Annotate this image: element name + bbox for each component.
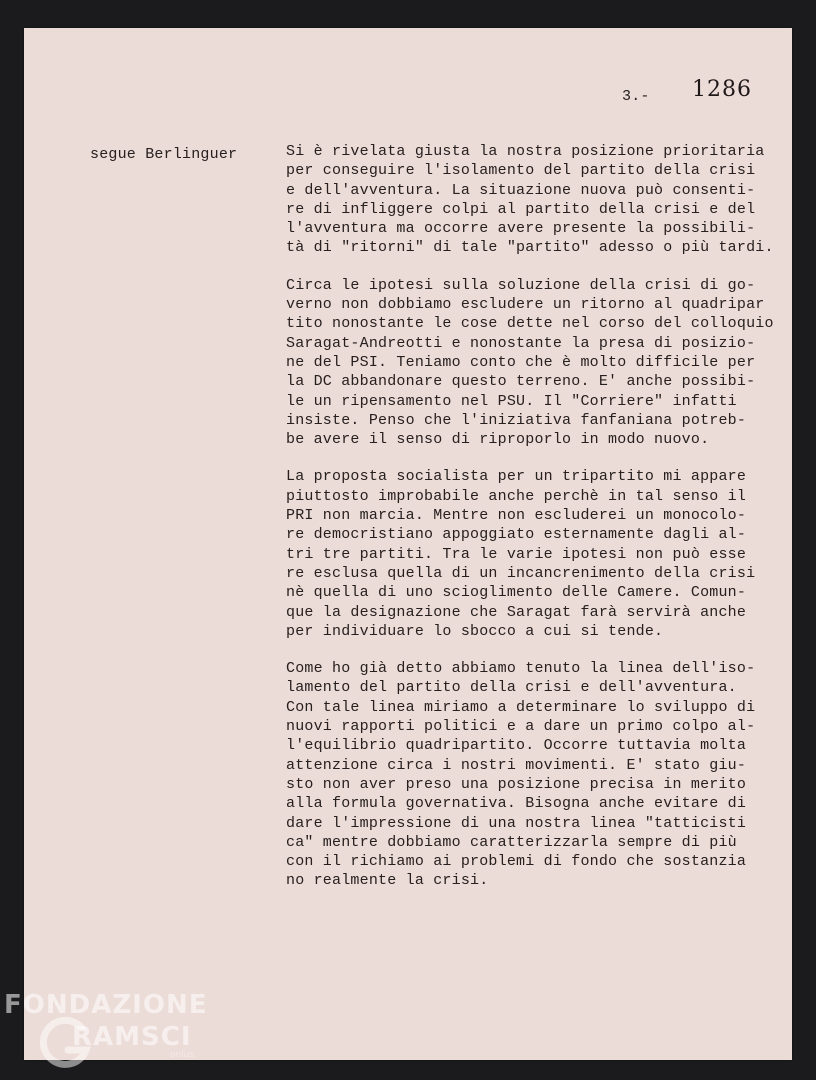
- text-line: attenzione circa i nostri movimenti. E' stato giu-: [286, 756, 747, 774]
- document-body: [286, 142, 786, 909]
- watermark-onlus: onlus: [170, 1050, 195, 1060]
- watermark-line1: FONDAZIONE: [4, 990, 208, 1020]
- paragraph: [286, 659, 786, 891]
- text-line: Circa le ipotesi sulla soluzione della crisi di go-: [286, 276, 756, 294]
- typewritten-page: [24, 28, 792, 1060]
- text-line: La proposta socialista per un tripartito mi appare: [286, 468, 747, 486]
- text-line: tri tre partiti. Tra le varie ipotesi non può esse: [286, 545, 747, 563]
- text-line: piuttosto improbabile anche perchè in tal senso il: [286, 487, 747, 505]
- text-line: que la designazione che Saragat farà servirà anche: [286, 603, 747, 621]
- watermark-line2: RAMSCI: [72, 1022, 192, 1052]
- text-line: le un ripensamento nel PSU. Il "Corriere" infatti: [286, 392, 737, 410]
- text-line: l'equilibrio quadripartito. Occorre tuttavia molta: [286, 737, 747, 755]
- paragraph: [286, 276, 786, 450]
- text-line: be avere il senso di riproporlo in modo nuovo.: [286, 431, 710, 449]
- archive-number: 1286: [692, 77, 752, 102]
- text-line: tà di "ritorni" di tale "partito" adesso o più tardi.: [286, 239, 774, 257]
- text-line: PRI non marcia. Mentre non escluderei un monocolo-: [286, 507, 747, 525]
- text-line: re di infliggere colpi al partito della crisi e del: [286, 200, 756, 218]
- text-line: per conseguire l'isolamento del partito della crisi: [286, 162, 756, 180]
- text-line: per individuare lo sbocco a cui si tende.: [286, 622, 664, 640]
- fondazione-gramsci-watermark: [4, 988, 224, 1074]
- text-line: Si è rivelata giusta la nostra posizione prioritaria: [286, 143, 765, 160]
- page-number: 3.-: [622, 88, 650, 105]
- text-line: Come ho già detto abbiamo tenuto la linea dell'iso-: [286, 660, 756, 678]
- text-line: la DC abbandonare questo terreno. E' anche possibi-: [286, 373, 756, 391]
- text-line: sto non aver preso una posizione precisa in merito: [286, 775, 747, 793]
- paragraph: [286, 467, 786, 641]
- text-line: re democristiano appoggiato esternamente dagli al-: [286, 526, 747, 544]
- speaker-label: segue Berlinguer: [90, 146, 238, 163]
- text-line: e dell'avventura. La situazione nuova può consenti-: [286, 181, 756, 199]
- text-line: ca" mentre dobbiamo caratterizzarla sempre di più: [286, 833, 737, 851]
- text-line: ne del PSI. Teniamo conto che è molto difficile per: [286, 353, 756, 371]
- text-line: insiste. Penso che l'iniziativa fanfaniana potreb-: [286, 411, 747, 429]
- text-line: alla formula governativa. Bisogna anche evitare di: [286, 795, 747, 813]
- text-line: tito nonostante le cose dette nel corso del colloquio: [286, 315, 774, 333]
- text-line: re esclusa quella di un incancrenimento della crisi: [286, 564, 756, 582]
- text-line: con il richiamo ai problemi di fondo che sostanzia: [286, 853, 747, 871]
- text-line: nuovi rapporti politici e a dare un primo colpo al-: [286, 718, 756, 736]
- text-line: Saragat-Andreotti e nonostante la presa di posizio-: [286, 334, 756, 352]
- text-line: no realmente la crisi.: [286, 872, 489, 890]
- text-line: dare l'impressione di una nostra linea "tatticisti: [286, 814, 747, 832]
- text-line: lamento del partito della crisi e dell'avventura.: [286, 679, 737, 697]
- text-line: Con tale linea miriamo a determinare lo sviluppo di: [286, 698, 756, 716]
- text-line: verno non dobbiamo escludere un ritorno al quadripar: [286, 296, 765, 314]
- paragraph: [286, 142, 786, 258]
- text-line: nè quella di uno scioglimento delle Camere. Comun-: [286, 584, 747, 602]
- text-line: l'avventura ma occorre avere presente la possibili-: [286, 220, 756, 238]
